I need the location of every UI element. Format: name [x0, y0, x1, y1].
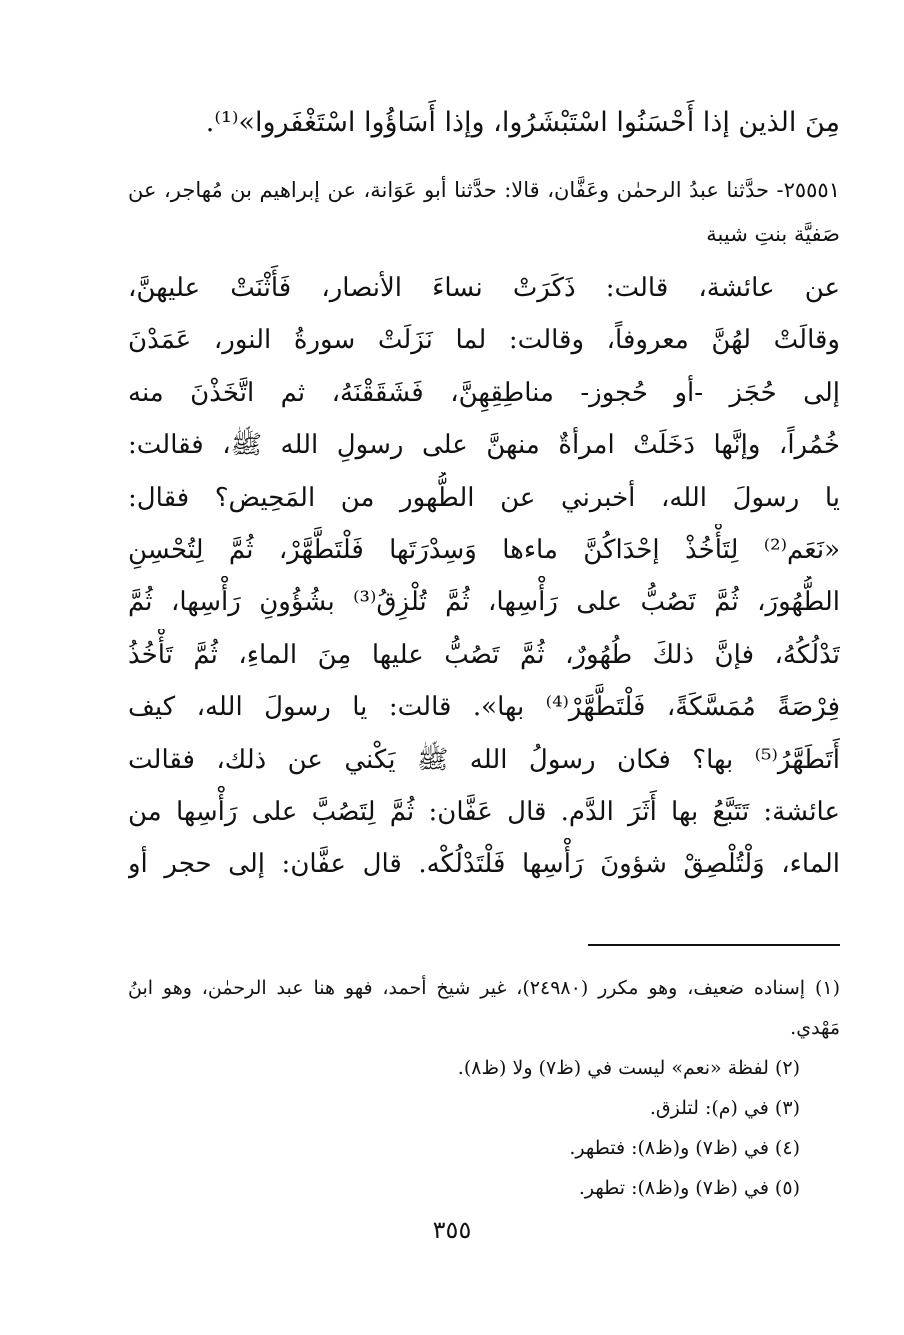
footnote-4: (٤) في (ظ٧) و(ظ٨): فتطهر.	[569, 1137, 800, 1159]
hadith-line: وقالَتْ لهُنَّ معروفاً، وقالت: لما نَزَلَتْ سورةُ النور، عَمَدْنَ	[128, 325, 840, 356]
footnote-1: (١) إسناده ضعيف، وهو مكرر (٢٤٩٨٠)، غير شيخ أحمد، فهو هنا عبد الرحمٰن، وهو ابنُ مَهْدي.	[128, 977, 840, 1039]
hadith-line: تَدْلُكُهُ، فإنَّ ذلكَ طُهُورٌ، ثُمَّ تَصُبُّ عليها مِنَ الماءِ، ثُمَّ تَأْخُذُ	[128, 639, 840, 670]
page-number: ٣٥٥	[432, 1216, 472, 1244]
hadith-line: «نَعَم⁽²⁾ لِتَأْخُذْ إحْدَاكُنَّ ماءها وَسِدْرَتَها فَلْتَطَّهَّرْ، ثُمَّ لِتُحْسِنِ	[128, 534, 840, 565]
hadith-text	[128, 262, 840, 891]
footnotes	[128, 968, 840, 1208]
hadith-line: أَتَطَهَّرُ⁽⁵⁾ بها؟ فكان رسولُ الله ﷺ يَكْني عن ذلك، فقالت	[128, 744, 840, 775]
hadith-line: فِرْصَةً مُمَسَّكَةً، فَلْتَطَّهَّرْ⁽⁴⁾ بها». قالت: يا رسولَ الله، كيف	[128, 692, 840, 723]
hadith-isnad: ٢٥٥٥١- حدَّثنا عبدُ الرحمٰن وعَفَّان، قالا: حدَّثنا أبو عَوَانة، عن إبراهيم بن مُهاجر، عن صَفيَّة بنتِ شيبة	[128, 178, 840, 246]
hadith-line: إلى حُجَز -أو حُجوز- مناطِقِهِنَّ، فَشَقَقْنَهُ، ثم اتَّخَذْنَ منه	[128, 377, 840, 408]
hadith-line: خُمُراً، وإنَّها دَخَلَتْ امرأةٌ منهنَّ على رسولِ الله ﷺ، فقالت:	[128, 430, 840, 461]
hadith-line: عن عائشة، قالت: ذَكَرَتْ نساءَ الأنصار، فَأَثْنَتْ عليهنَّ،	[128, 273, 840, 303]
footnote-5: (٥) في (ظ٧) و(ظ٨): تطهر.	[578, 1177, 800, 1199]
hadith-line: الماء، وَلْتُلْصِقْ شؤونَ رَأْسِها فَلْتَدْلُكْه. قال عفَّان: إلى حجر أو	[128, 849, 840, 880]
hadith-line: الطُّهُورَ، ثُمَّ تَصُبُّ على رَأْسِها، ثُمَّ تُلْزِقُ⁽³⁾ بشُؤُونِ رَأْسِها، ثُمَّ	[128, 587, 840, 618]
hadith-line: عائشة: تَتَبَّعُ بها أَثَرَ الدَّم. قال عَفَّان: ثُمَّ لِتَصُبَّ على رَأْسِها من	[128, 796, 840, 827]
footnote-2: (٢) لفظة «نعم» ليست في (ظ٧) ولا (ظ٨).	[457, 1057, 800, 1079]
continuation-line: مِنَ الذين إذا أَحْسَنُوا اسْتَبْشَرُوا، وإذا أَسَاؤُوا اسْتَغْفَروا»⁽¹⁾.	[205, 107, 840, 138]
footnote-3: (٣) في (م): لتلزق.	[649, 1097, 800, 1119]
footnote-separator	[588, 944, 840, 946]
hadith-line: يا رسولَ الله، أخبرني عن الطُّهور من المَحِيض؟ فقال:	[128, 482, 840, 513]
